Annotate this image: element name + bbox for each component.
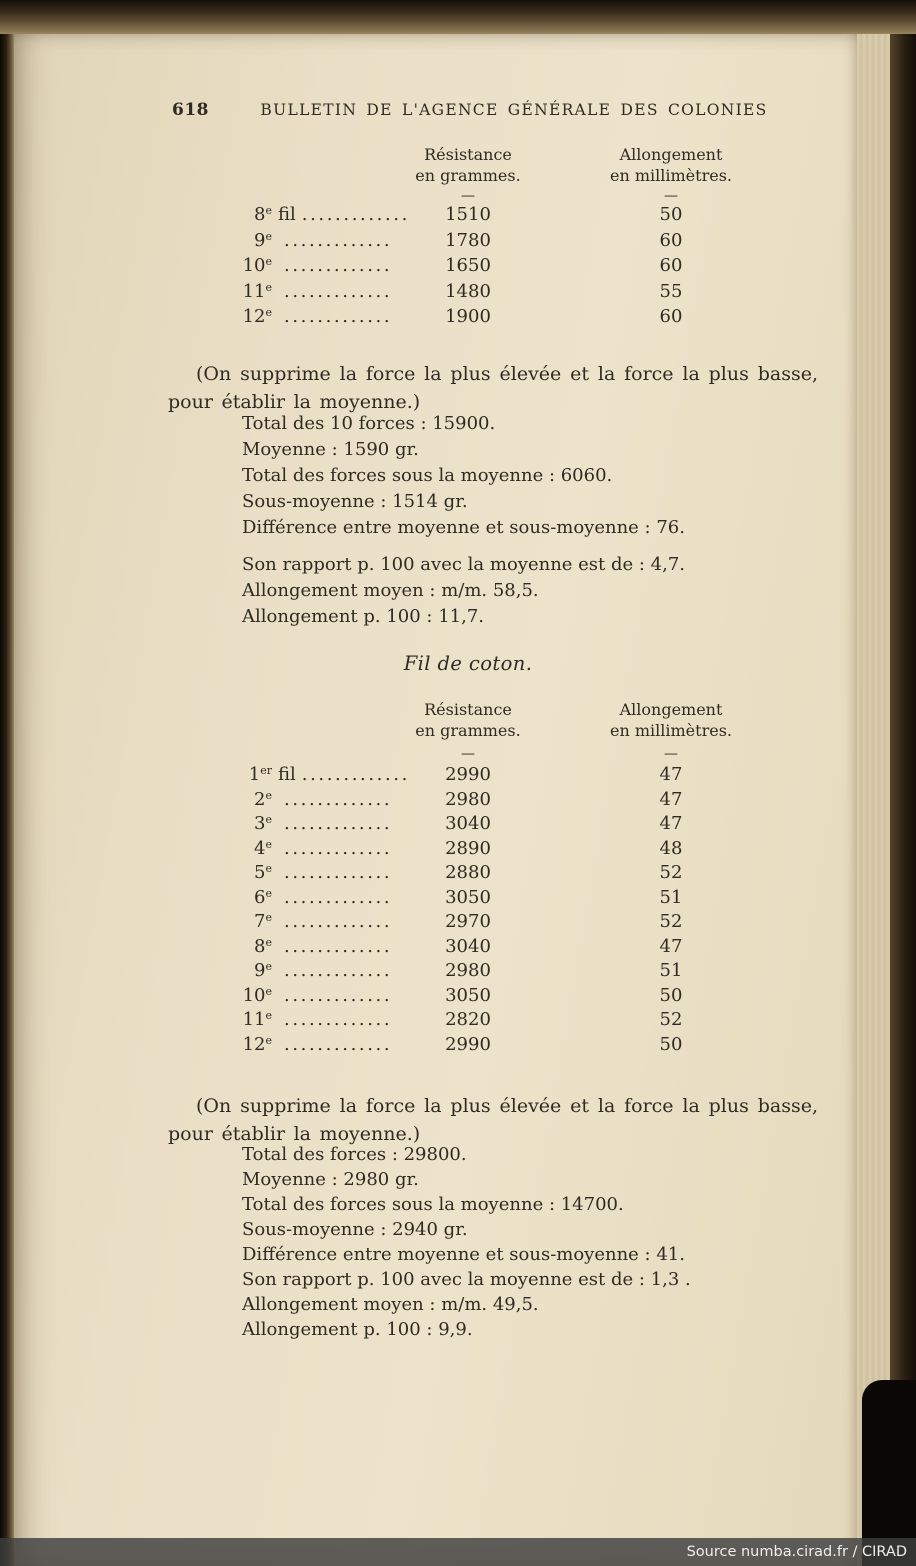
page-content xyxy=(168,96,820,1526)
resistance-value: 1900 xyxy=(445,306,491,327)
allongement-value: 47 xyxy=(659,935,683,957)
resistance-value: 1480 xyxy=(445,280,491,302)
row-label xyxy=(230,813,428,834)
table-row xyxy=(168,789,820,814)
allongement-value: 52 xyxy=(659,1009,683,1030)
leader-dots: ............. xyxy=(284,229,393,251)
resistance-value: 3040 xyxy=(445,935,491,957)
table-row xyxy=(168,1034,820,1059)
ordinal: 9e xyxy=(254,960,272,981)
stat-line: Différence entre moyenne et sous-moyenne : 76. xyxy=(242,517,685,538)
resistance-value: 2970 xyxy=(445,911,491,932)
ordinal: 10e xyxy=(242,984,272,1006)
row-label xyxy=(230,862,428,883)
resistance-value: 2880 xyxy=(445,862,491,883)
leader-dots: ............. xyxy=(284,306,393,327)
table2-headers xyxy=(168,699,820,745)
ordinal: 10e xyxy=(242,255,272,276)
resistance-value: 2820 xyxy=(445,1009,491,1030)
leader-dots: ............. xyxy=(284,255,393,276)
column-rule: — xyxy=(664,188,678,204)
section-title: Fil de coton. xyxy=(403,652,533,675)
table-row xyxy=(168,911,820,936)
resistance-value: 2990 xyxy=(445,1033,491,1055)
allongement-value: 48 xyxy=(659,837,683,859)
allongement-column-header: Allongement en millimètres. xyxy=(610,700,732,740)
row-label xyxy=(230,281,428,302)
stat-line: Différence entre moyenne et sous-moyenne : 41. xyxy=(242,1244,685,1265)
allongement-value: 51 xyxy=(659,886,683,908)
book-page xyxy=(12,30,857,1566)
table-row xyxy=(168,936,820,961)
resistance-value: 1650 xyxy=(445,255,491,276)
row-label xyxy=(230,789,428,810)
row-label: 1er fil ............. xyxy=(230,764,428,785)
stat-line: Allongement moyen : m/m. 49,5. xyxy=(242,1294,539,1315)
ordinal: 11e xyxy=(242,1009,272,1030)
allongement-value: 47 xyxy=(659,813,683,834)
stat-line: Allongement p. 100 : 11,7. xyxy=(242,606,485,627)
table-row xyxy=(168,306,820,332)
table-row xyxy=(168,960,820,985)
table-row xyxy=(168,281,820,307)
stat-line: Moyenne : 2980 gr. xyxy=(242,1169,419,1190)
stat-line: Son rapport p. 100 avec la moyenne est de : 4,7. xyxy=(242,554,686,575)
ordinal: 7e xyxy=(254,911,272,932)
row-label xyxy=(230,306,428,327)
resistance-value: 2990 xyxy=(445,764,491,785)
table2-header-rules xyxy=(168,746,820,762)
table-row xyxy=(168,887,820,912)
stat-line: Son rapport p. 100 avec la moyenne est de : 1,3 . xyxy=(242,1269,691,1290)
row-label xyxy=(230,936,428,957)
column-rule: — xyxy=(461,746,475,762)
row-label xyxy=(230,230,428,251)
stat-line: Allongement moyen : m/m. 58,5. xyxy=(242,580,539,601)
leader-dots: ............. xyxy=(284,280,393,302)
row-label xyxy=(230,911,428,932)
row-label xyxy=(230,1009,428,1030)
stat-line: Sous-moyenne : 1514 gr. xyxy=(242,491,468,512)
allongement-value: 50 xyxy=(659,1033,683,1055)
ordinal: 5e xyxy=(254,862,272,883)
allongement-value: 50 xyxy=(659,204,683,225)
row-label xyxy=(230,838,428,859)
leader-dots: ............. xyxy=(284,935,393,957)
table1-header-rules xyxy=(168,188,820,204)
ordinal: 11e xyxy=(242,280,272,302)
resistance-value: 2980 xyxy=(445,788,491,810)
book-gutter-edge xyxy=(0,0,14,1566)
leader-dots: ............. xyxy=(284,886,393,908)
leader-dots: ............. xyxy=(284,862,393,883)
leader-dots: ............. xyxy=(284,813,393,834)
table1-headers xyxy=(168,144,820,190)
ordinal: 12e xyxy=(242,1033,272,1055)
resistance-value: 3040 xyxy=(445,813,491,834)
row-label xyxy=(230,255,428,276)
column-rule: — xyxy=(664,746,678,762)
allongement-value: 60 xyxy=(659,229,683,251)
ordinal: 12e xyxy=(242,306,272,327)
resistance-value: 1510 xyxy=(445,204,491,225)
stat-line: Sous-moyenne : 2940 gr. xyxy=(242,1219,468,1240)
note-paragraph: (On supprime la force la plus élevée et la force la plus basse, pour établir la moyenne.) xyxy=(168,1095,818,1145)
allongement-value: 47 xyxy=(659,764,683,785)
leader-dots: ............. xyxy=(284,911,393,932)
ordinal: 4e xyxy=(254,837,272,859)
resistance-column-header: Résistance en grammes. xyxy=(415,700,521,740)
cotton-thread-table xyxy=(168,764,820,1058)
allongement-value: 52 xyxy=(659,862,683,883)
running-head xyxy=(168,100,820,124)
table-row xyxy=(168,204,820,230)
resistance-value: 2890 xyxy=(445,837,491,859)
ordinal: 2e xyxy=(254,788,272,810)
leader-dots: ............. xyxy=(284,984,393,1006)
stat-line: Moyenne : 1590 gr. xyxy=(242,439,419,460)
running-title: BULLETIN DE L'AGENCE GÉNÉRALE DES COLONIES xyxy=(260,101,768,119)
table-row xyxy=(168,764,820,789)
allongement-value: 47 xyxy=(659,788,683,810)
table-row xyxy=(168,813,820,838)
allongement-column-header: Allongement en millimètres. xyxy=(610,145,732,185)
row-label: 8e fil ............. xyxy=(230,204,428,225)
leader-dots: ............. xyxy=(284,1009,393,1030)
leader-dots: ............. xyxy=(284,837,393,859)
page-number: 618 xyxy=(172,100,209,120)
stats-block-1 xyxy=(242,411,802,630)
table-row xyxy=(168,862,820,887)
allongement-value: 60 xyxy=(659,255,683,276)
resistance-value: 3050 xyxy=(445,984,491,1006)
stats-block-2 xyxy=(242,1142,802,1342)
ordinal: 1er xyxy=(248,764,272,785)
ordinal: 8e xyxy=(254,935,272,957)
book-top-edge xyxy=(0,0,916,34)
column-rule: — xyxy=(461,188,475,204)
resistance-value: 2980 xyxy=(445,960,491,981)
leader-dots: ............. xyxy=(301,764,410,785)
allongement-value: 55 xyxy=(659,280,683,302)
stat-line: Total des forces : 29800. xyxy=(242,1144,467,1165)
stat-line: Allongement p. 100 : 9,9. xyxy=(242,1319,473,1340)
table-row xyxy=(168,838,820,863)
source-credit: Source numba.cirad.fr / CIRAD xyxy=(686,1544,907,1560)
stat-line: Total des 10 forces : 15900. xyxy=(242,413,496,434)
leader-dots: ............. xyxy=(284,788,393,810)
leader-dots: ............. xyxy=(284,960,393,981)
thread-table-1 xyxy=(168,204,820,332)
resistance-value: 3050 xyxy=(445,886,491,908)
source-credit-bar xyxy=(0,1538,916,1566)
note-paragraph: (On supprime la force la plus élevée et la force la plus basse, pour établir la moyenne.) xyxy=(168,363,818,413)
resistance-column-header: Résistance en grammes. xyxy=(415,145,521,185)
table-row xyxy=(168,230,820,256)
row-label xyxy=(230,1034,428,1055)
ordinal: 3e xyxy=(254,813,272,834)
allongement-value: 50 xyxy=(659,984,683,1006)
ordinal: 6e xyxy=(254,886,272,908)
leader-dots: ............. xyxy=(284,1033,393,1055)
book-cover-edge xyxy=(890,0,916,1566)
table-row xyxy=(168,985,820,1010)
leader-dots: ............. xyxy=(301,204,410,225)
table-row xyxy=(168,255,820,281)
stat-line: Total des forces sous la moyenne : 6060. xyxy=(242,465,613,486)
allongement-value: 52 xyxy=(659,911,683,932)
row-label xyxy=(230,887,428,908)
row-label xyxy=(230,960,428,981)
ordinal: 9e xyxy=(254,229,272,251)
stat-line: Total des forces sous la moyenne : 14700. xyxy=(242,1194,624,1215)
row-label xyxy=(230,985,428,1006)
allongement-value: 60 xyxy=(659,306,683,327)
allongement-value: 51 xyxy=(659,960,683,981)
table-row xyxy=(168,1009,820,1034)
ordinal: 8e xyxy=(254,204,272,225)
resistance-value: 1780 xyxy=(445,229,491,251)
